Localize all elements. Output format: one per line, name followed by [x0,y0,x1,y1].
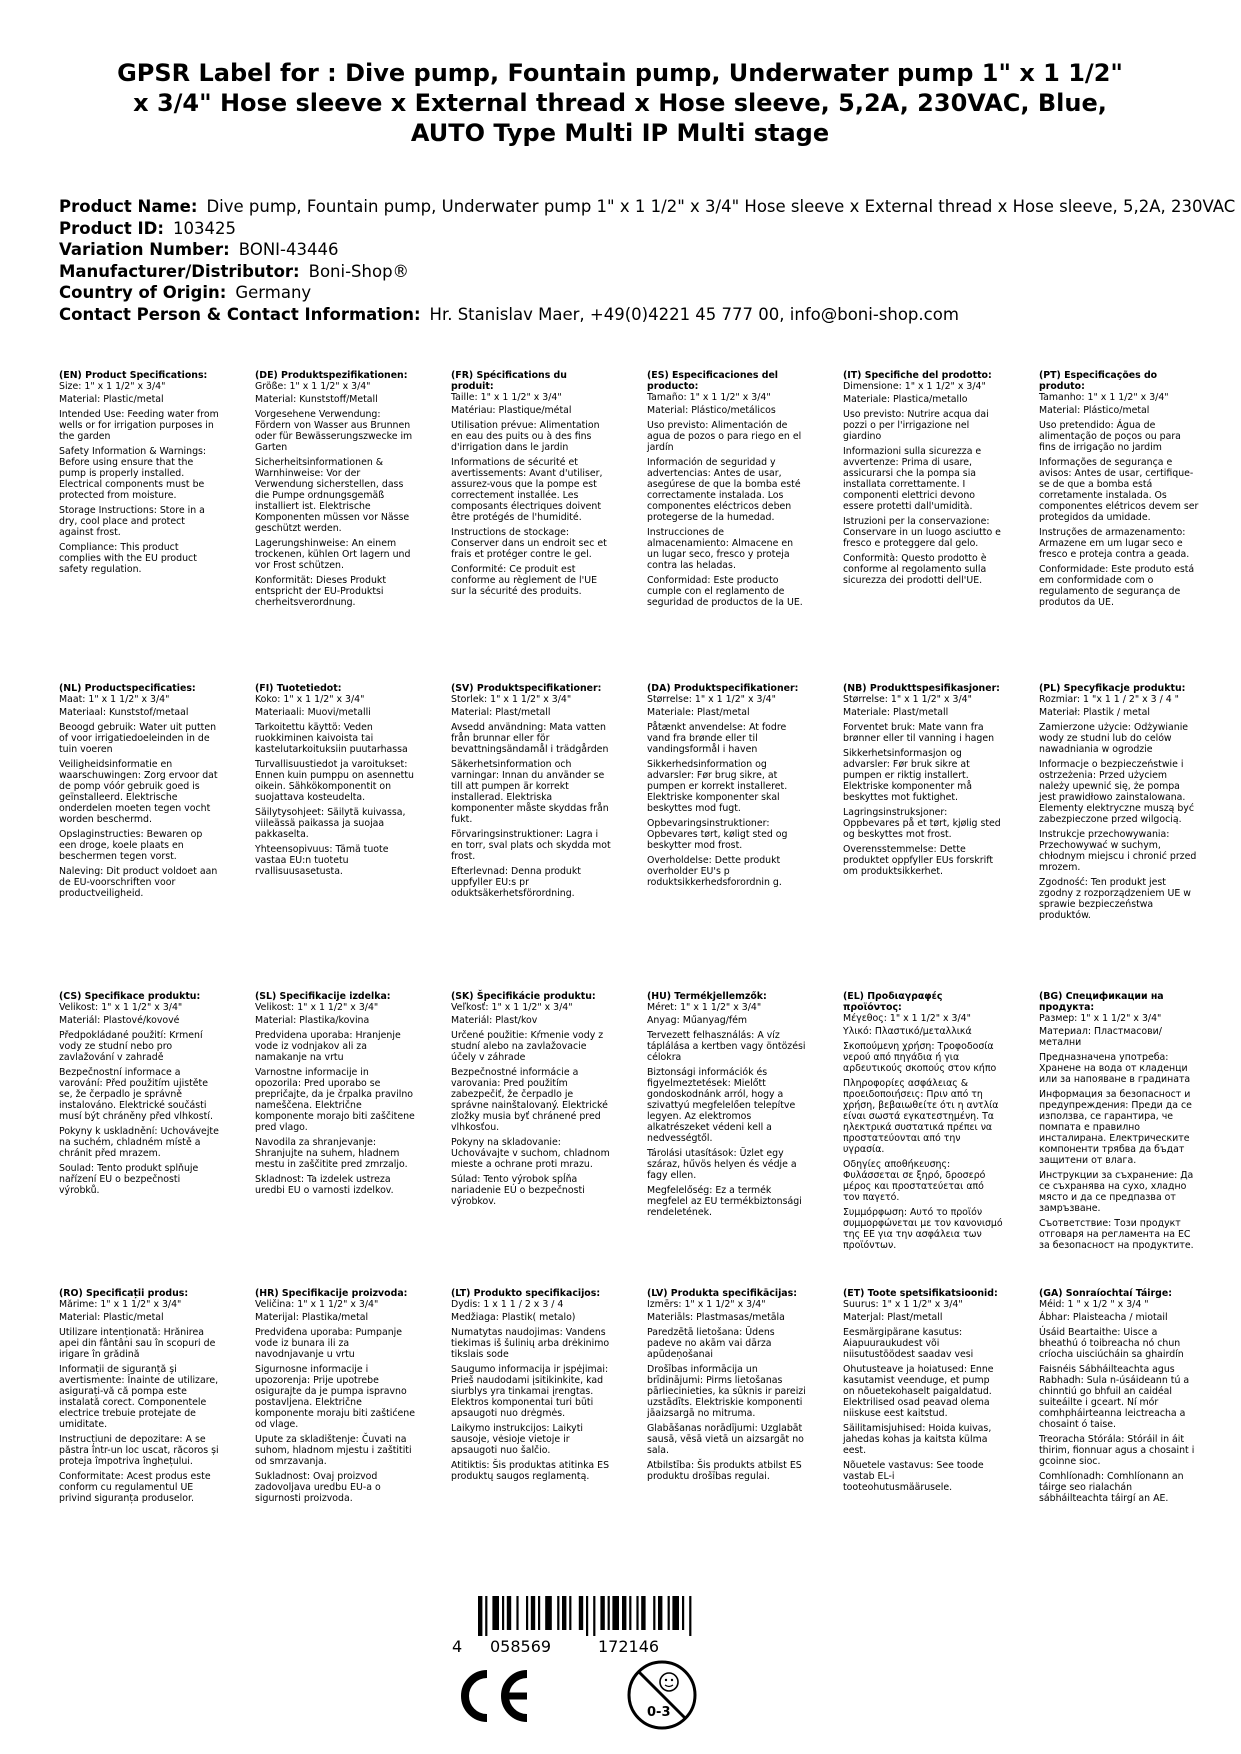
spec-block [255,991,415,1200]
spec-block [647,991,807,1222]
spec-line: Informacje o bezpieczeństwie i ostrzeżenia: Przed użyciem należy upewnić się, że pompa jest prawidłowo zainstalowana. Elementy elektryczne muszą być zabezpieczone przed wilgocią. [1039,759,1195,825]
spec-line: Tamanho: 1" x 1 1/2" x 3/4" [1039,392,1169,403]
spec-line: Tarkoitettu käyttö: Veden ruokkiminen kaivoista tai kastelutarkoituksiin puutarhassa [255,722,408,755]
barcode-bar [600,1596,604,1630]
spec-line: Skladnost: Ta izdelek ustreza uredbi EU o varnosti izdelkov. [255,1174,394,1196]
spec-block [255,683,415,881]
barcode-bar [526,1596,528,1630]
spec-line: Atitiktis: Šis produktas atitinka ES produktų saugos reglamentą. [451,1460,610,1482]
spec-line: Maat: 1" x 1 1/2" x 3/4" [59,694,170,705]
spec-line: Informazioni sulla sicurezza e avvertenze: Prima di usare, assicurarsi che la pompa sia installata correttamente. I componenti elettrici devono essere protetti dall'umidità. [843,446,982,512]
spec-line: Pokyny na skladovanie: Uchovávajte v suchom, chladnom mieste a ochrane proti mrazu. [451,1137,610,1170]
barcode-bar [636,1596,638,1630]
spec-line: Materiaali: Muovi/metalli [255,707,371,718]
barcode-bar [516,1596,518,1630]
spec-line: Materiale: Plast/metall [843,707,949,718]
barcode-bar [507,1596,511,1630]
spec-heading: (EL) Προδιαγραφές προϊόντος: [843,991,943,1013]
info-row [59,261,1241,283]
product-info [59,196,1241,325]
spec-heading: (SK) Špecifikácie produktu: [451,991,596,1002]
spec-heading: (LV) Produkta specifikācijas: [647,1288,797,1299]
spec-line: Koko: 1" x 1 1/2" x 3/4" [255,694,365,705]
spec-line: Drošības informācija un brīdinājumi: Pirms lietošanas pārliecinieties, ka sūknis ir pareizi uzstādīts. Elektriskie komponenti jāaizsargā no mitruma. [647,1364,806,1419]
spec-line: Instrukcje przechowywania: Przechowywać w suchym, chłodnym miejscu i chronić przed mrozem. [1039,829,1197,873]
spec-block [255,370,415,612]
spec-heading: (EN) Product Specifications: [59,370,208,381]
spec-line: Instructions de stockage: Conserver dans un endroit sec et frais et protéger contre le gel. [451,527,607,560]
spec-heading: (NB) Produkttspesifikasjoner: [843,683,1000,694]
info-row [59,196,1241,218]
spec-block [59,683,219,903]
spec-heading: (HU) Termékjellemzők: [647,991,767,1002]
spec-line: Instrucciones de almacenamiento: Almacene en un lugar seco, fresco y proteja contra las heladas. [647,527,794,571]
spec-line: Zamierzone użycie: Odżywianie wody ze studni lub do celów nawadniania w ogrodzie [1039,722,1189,755]
spec-line: Numatytas naudojimas: Vandens tiekimas iš šulinių arba drėkinimo tikslais sode [451,1327,610,1360]
spec-line: Инструкции за съхранение: Да се съхранява на сухо, хладно място и да се предпазва от замръзване. [1039,1170,1194,1214]
spec-line: Instrucțiuni de depozitare: A se păstra într-un loc uscat, răcoros și proteja împotriva înghețului. [59,1434,219,1467]
spec-line: Instruções de armazenamento: Armazene em um lugar seco e fresco e proteja contra a geada. [1039,527,1190,560]
spec-line: Съответствие: Този продукт отговаря на регламента на ЕС за безопасност на продуктите. [1039,1218,1194,1251]
spec-line: Paredzētā lietošana: Ūdens padeve no akām vai dārza apūdeņošanai [647,1327,775,1360]
spec-line: Материал: Пластмасови/метални [1039,1026,1162,1048]
spec-block [451,991,611,1211]
spec-heading: (DA) Produktspecifikationer: [647,683,799,694]
spec-heading: (PT) Especificações do produto: [1039,370,1158,392]
spec-line: Material: Plastic/metal [59,1312,164,1323]
spec-line: Tervezett felhasználás: A víz táplálása a kertben vagy öntözési célokra [647,1030,806,1063]
spec-line: Předpokládané použití: Krmení vody ze studní nebo pro zavlažování v zahradě [59,1030,203,1063]
info-value: Dive pump, Fountain pump, Underwater pump 1" x 1 1/2" x 3/4" Hose sleeve x External thread x Hose sleeve, 5,2A, 230VAC [206,197,1236,216]
spec-line: Säkerhetsinformation och varningar: Innan du använder se till att pumpen är korrekt installerad. Elektriska komponenter måste skyddas från fukt. [451,759,609,825]
spec-block [451,1288,611,1486]
spec-line: Glabāšanas norādījumi: Uzglabāt sausā, vēsā vietā un aizsargāt no sala. [647,1423,804,1456]
spec-heading: (NL) Productspecificaties: [59,683,196,694]
spec-line: Påtænkt anvendelse: At fodre vand fra brønde eller til vandingsformål i haven [647,722,787,755]
spec-heading: (IT) Specifiche del prodotto: [843,370,992,381]
spec-line: Materiál: Plastové/kovové [59,1015,180,1026]
spec-line: Material: Kunststoff/Metall [255,394,378,405]
info-label: Manufacturer/Distributor: [59,261,300,281]
spec-line: Sicherheitsinformationen & Warnhinweise: Vor der Verwendung sicherstellen, dass die Pumpe ordnungsgemäß installiert ist. Elektrische Komponenten müssen vor Nässe geschützt werden. [255,457,410,534]
spec-line: Информация за безопасност и предупреждения: Преди да се използва, се гарантира, че помпата е правилно инсталирана. Електрическите компоненти трябва да бъдат защитени от влага. [1039,1089,1192,1166]
spec-heading: (FR) Spécifications du produit: [451,370,567,392]
spec-line: Utilizare intenționată: Hrănirea apei din fântâni sau în scopuri de irigare în grădină [59,1327,216,1360]
spec-line: Overensstemmelse: Dette produktet oppfyller EUs forskrift om produktsikkerhet. [843,844,994,877]
spec-line: Material: Plastika/kovina [255,1015,370,1026]
spec-line: Veličina: 1" x 1 1/2" x 3/4" [255,1299,379,1310]
spec-line: Opbevaringsinstruktioner: Opbevares tørt, køligt sted og beskytter mod frost. [647,818,788,851]
spec-line: Informații de siguranță și avertismente: Înainte de utilizare, asigurați-vă că pompa este instalată corect. Componentele electrice trebuie protejate de umiditate. [59,1364,219,1430]
spec-line: Zgodność: Ten produkt jest zgodny z rozporządzeniem UE w sprawie bezpieczeństwa produktów. [1039,877,1191,921]
barcode-group-2: 172146 [598,1637,660,1656]
spec-line: Materiál: Plast/kov [451,1015,538,1026]
barcode-bar [608,1596,610,1630]
spec-line: Compliance: This product complies with the EU product safety regulation. [59,542,197,575]
barcode-bar [668,1596,670,1630]
spec-line: Veiligheidsinformatie en waarschuwingen: Zorg ervoor dat de pomp vóór gebruik goed is geïnstalleerd. Elektrische onderdelen moeten tegen vocht worden beschermd. [59,759,218,825]
spec-line: Conformitate: Acest produs este conform cu regulamentul UE privind siguranța produselor. [59,1471,211,1504]
spec-block [647,370,807,612]
spec-line: Méret: 1" x 1 1/2" x 3/4" [647,1002,762,1013]
spec-block [1039,1288,1199,1508]
info-row [59,282,1241,304]
spec-block [451,683,611,903]
spec-heading: (SV) Produktspecifikationer: [451,683,602,694]
spec-line: Størrelse: 1" x 1 1/2" x 3/4" [843,694,972,705]
spec-line: Materijal: Plastika/metal [255,1312,369,1323]
age-range-label: 0-3 [647,1705,671,1720]
spec-line: Biztonsági információk és figyelmeztetések: Mielőtt gondoskodnánk arról, hogy a szivattyú megfelelően telepítve legyen. Az elektromos alkatrészeket védeni kell a nedvességtől. [647,1067,796,1144]
spec-line: Izmērs: 1" x 1 1/2" x 3/4" [647,1299,766,1310]
spec-line: Uso pretendido: Água de alimentação de poços ou para fins de irrigação no jardim [1039,420,1181,453]
spec-line: Ohutusteave ja hoiatused: Enne kasutamist veenduge, et pump on nõuetekohaselt paigaldatud. Elektrilised osad peavad olema niiskuse eest kaitstud. [843,1364,994,1419]
spec-line: Conformidade: Este produto está em conformidade com o regulamento de segurança de produtos da UE. [1039,564,1195,608]
spec-block [843,370,1003,590]
spec-line: Safety Information & Warnings: Before using ensure that the pump is properly installed. Electrical components must be protected from moisture. [59,446,207,501]
spec-heading: (LT) Produkto specifikacijos: [451,1288,601,1299]
spec-line: Sikkerhedsinformation og advarsler: Før brug sikre, at pumpen er korrekt installeret. Elektriske komponenter skal beskyttes mod fugt. [647,759,788,814]
spec-block [59,991,219,1200]
spec-line: Taille: 1" x 1 1/2" x 3/4" [451,392,562,403]
spec-line: Tárolási utasítások: Üzlet egy száraz, hűvös helyen és védje a fagy ellen. [647,1148,797,1181]
info-row [59,218,1241,240]
spec-line: Opslaginstructies: Bewaren op een droge, koele plaats en beschermen tegen vorst. [59,829,203,862]
barcode-bar [569,1596,571,1630]
spec-line: Υλικό: Πλαστικό/μεταλλικά [843,1026,972,1037]
spec-line: Treoracha Stórála: Stóráil in áit thirim, fionnuar agus a chosaint i gcoinne sioc. [1039,1434,1195,1467]
spec-line: Naleving: Dit product voldoet aan de EU-voorschriften voor productveiligheid. [59,866,218,899]
barcode-bar [545,1596,552,1630]
barcode-group-1: 058569 [490,1637,552,1656]
spec-line: Storage Instructions: Store in a dry, cool place and protect against frost. [59,505,205,538]
spec-heading: (SL) Specifikacije izdelka: [255,991,391,1002]
spec-line: Conformità: Questo prodotto è conforme al regolamento sulla sicurezza dei prodotti dell'UE. [843,553,987,586]
spec-block [843,683,1003,881]
spec-line: Size: 1" x 1 1/2" x 3/4" [59,381,166,392]
info-value: Hr. Stanislav Maer, +49(0)4221 45 777 00, info@boni-shop.com [429,304,959,324]
spec-line: Konformität: Dieses Produkt entspricht der EU-Produktsi cherheitsverordnung. [255,575,387,608]
spec-line: Storlek: 1" x 1 1/2" x 3/4" [451,694,572,705]
spec-line: Informações de segurança e avisos: Antes de usar, certifique-se de que a bomba está corretamente instalada. Os componentes elétricos devem ser protegidos da umidade. [1039,457,1199,523]
spec-line: Bezpečnostné informácie a varovania: Pred použitím zabezpečiť, že čerpadlo je správne nainštalovaný. Elektrické zložky musia byť chránené pred vlhkosťou. [451,1067,608,1133]
spec-line: Matériau: Plastique/métal [451,405,572,416]
spec-line: Material: Plastic/metal [59,394,164,405]
spec-line: Saugumo informacija ir įspėjimai: Prieš naudodami įsitikinkite, kad siurblys yra tinkamai įrengtas. Elektros komponentai turi būti apsaugoti nuo drėgmės. [451,1364,609,1419]
spec-line: Materjal: Plast/metall [843,1312,943,1323]
barcode-bar [682,1596,684,1630]
spec-block [843,1288,1003,1497]
info-label: Variation Number: [59,240,230,259]
spec-line: Uso previsto: Nutrire acqua dai pozzi o per l'irrigazione nel giardino [843,409,989,442]
spec-block [1039,370,1199,612]
info-label: Contact Person & Contact Information: [59,304,421,324]
spec-line: Säilytysohjeet: Säilytä kuivassa, viileässä paikassa ja suojaa pakkaselta. [255,807,406,840]
spec-line: Varnostne informacije in opozorila: Pred uporabo se prepričajte, da je črpalka pravilno nameščena. Električne komponente morajo biti zaščitene pred vlago. [255,1067,415,1133]
spec-line: Suurus: 1" x 1 1/2" x 3/4" [843,1299,963,1310]
spec-line: Συμμόρφωση: Αυτό το προϊόν συμμορφώνεται με τον κανονισμό της ΕΕ για την ασφάλεια των προϊόντων. [843,1207,1003,1251]
spec-line: Lagerungshinweise: An einem trockenen, kühlen Ort lagern und vor Frost schützen. [255,538,411,571]
spec-line: Mărime: 1" x 1 1/2" x 3/4" [59,1299,182,1310]
info-label: Product ID: [59,218,164,238]
barcode-bar [629,1596,631,1630]
spec-line: Predvidena uporaba: Hranjenje vode iz vodnjakov ali za namakanje na vrtu [255,1030,401,1063]
spec-line: Forventet bruk: Mate vann fra brønner eller til vanning i hagen [843,722,995,744]
barcode-bar [593,1596,595,1636]
spec-line: Navodila za shranjevanje: Shranjujte na suhem, hladnem mestu in zaščitite pred zmrzaljo. [255,1137,408,1170]
spec-line: Faisnéis Sábháilteachta agus Rabhadh: Sula n-úsáideann tú a chinntiú go bhfuil an caidéal suiteáilte i gceart. Ní mór comhpháirteanna leictreacha a chosaint ó taise. [1039,1364,1190,1430]
spec-line: Размер: 1" x 1 1/2" x 3/4" [1039,1013,1162,1024]
info-value: 103425 [172,218,236,238]
spec-line: Bezpečnostní informace a varování: Před použitím ujistěte se, že čerpadlo je správně instalováno. Elektrické součásti musí být chráněny před vlhkostí. [59,1067,213,1122]
spec-line: Súlad: Tento výrobok spĺňa nariadenie EÚ o bezpečnosti výrobkov. [451,1174,585,1207]
spec-block [255,1288,415,1508]
spec-line: Μέγεθος: 1" x 1 1/2" x 3/4" [843,1013,971,1024]
spec-line: Οδηγίες αποθήκευσης: Φυλάσσεται σε ξηρό, δροσερό μέρος και προστατεύεται από τον παγετό. [843,1159,986,1203]
spec-line: Comhlíonadh: Comhlíonann an táirge seo rialachán sábháilteachta táirgí an AE. [1039,1471,1184,1504]
spec-heading: (BG) Спецификации на продукта: [1039,991,1164,1013]
spec-line: Vorgesehene Verwendung: Fördern von Wasser aus Brunnen oder für Bewässerungszwecke im Garten [255,409,413,453]
barcode-prefix: 4 [452,1637,463,1656]
barcode-bar [557,1596,559,1630]
spec-heading: (PL) Specyfikacje produktu: [1039,683,1186,694]
spec-block [1039,991,1199,1255]
spec-line: Sukladnost: Ovaj proizvod zadovoljava uredbu EU-a o sigurnosti proizvoda. [255,1471,381,1504]
barcode-bar [478,1596,482,1636]
spec-block [59,370,219,579]
spec-line: Materiale: Plast/metal [647,707,750,718]
barcode-bar [562,1596,566,1630]
spec-line: Efterlevnad: Denna produkt uppfyller EU:s pr oduktsäkerhetsförordning. [451,866,581,899]
spec-line: Upute za skladištenje: Čuvati na suhom, hladnom mjestu i zaštititi od smrzavanja. [255,1434,412,1467]
spec-line: Dydis: 1 x 1 1 / 2 x 3 / 4 [451,1299,564,1310]
spec-heading: (HR) Specifikacije proizvoda: [255,1288,408,1299]
spec-line: Conformidad: Este producto cumple con el reglamento de seguridad de productos de la UE. [647,575,803,608]
spec-block [1039,683,1199,925]
spec-line: Materiaal: Kunststof/metaal [59,707,189,718]
spec-line: Megfelelőség: Ez a termék megfelel az EU termékbiztonsági rendeletének. [647,1185,802,1218]
barcode-bar [622,1596,626,1630]
barcode-bar [538,1596,540,1630]
info-label: Product Name: [59,197,198,216]
spec-line: Säilitamisjuhised: Hoida kuivas, jahedas kohas ja kaitsta külma eest. [843,1423,992,1456]
barcode-bar [579,1596,583,1630]
spec-heading: (RO) Specificații produs: [59,1288,189,1299]
spec-line: Úsáid Beartaithe: Uisce a bheathú ó toibreacha nó chun críocha uisciúcháin sa ghairdín [1039,1327,1184,1360]
info-value: BONI-43446 [238,240,339,259]
spec-line: Sigurnosne informacije i upozorenja: Prije upotrebe osigurajte da je pumpa ispravno postavljena. Električne komponente moraju biti zaštićene od vlage. [255,1364,415,1430]
spec-line: Yhteensopivuus: Tämä tuote vastaa EU:n tuotetu rvallisuusasetusta. [255,844,389,877]
spec-line: Intended Use: Feeding water from wells or for irrigation purposes in the garden [59,409,219,442]
ce-mark-icon [453,1666,533,1726]
spec-line: Conformité: Ce produit est conforme au règlement de l'UE sur la sécurité des produits. [451,564,598,597]
spec-line: Tamaño: 1" x 1 1/2" x 3/4" [647,392,771,403]
spec-line: Nõuetele vastavus: See toode vastab EL-i tooteohutusmäärusele. [843,1460,984,1493]
spec-line: Určené použitie: Kŕmenie vody z studní alebo na zavlažovacie účely v záhrade [451,1030,604,1063]
barcode-bar [612,1596,619,1630]
spec-line: Avsedd användning: Mata vatten från brunnar eller för bevattningsändamål i trädgården [451,722,609,755]
barcode-bar [485,1596,487,1636]
spec-heading: (DE) Produktspezifikationen: [255,370,408,381]
spec-line: Material: Plástico/metal [1039,405,1150,416]
info-row [59,304,1241,326]
spec-line: Material: Plástico/metálicos [647,405,776,416]
spec-line: Atbilstība: Šis produkts atbilst ES produktu drošības regulai. [647,1460,802,1482]
spec-line: Pokyny k uskladnění: Uchovávejte na suchém, chladném místě a chránit před mrazem. [59,1126,219,1159]
spec-line: Ábhar: Plaisteacha / miotail [1039,1312,1168,1323]
spec-line: Dimensione: 1" x 1 1/2" x 3/4" [843,381,986,392]
spec-line: Anyag: Műanyag/fém [647,1015,748,1026]
spec-line: Sikkerhetsinformasjon og advarsler: Før bruk sikre at pumpen er riktig installert. Elektriske komponenter må beskyttes mot fuktighet. [843,748,973,803]
spec-line: Turvallisuustiedot ja varoitukset: Ennen kuin pumppu on asennettu oikein. Sähkökomponentit on suojattava kosteudelta. [255,759,414,803]
spec-line: Informations de sécurité et avertissements: Avant d'utiliser, assurez-vous que la pompe est correctement installée. Les composants électriques doivent être protégés de l'humidité. [451,457,603,523]
barcode [478,1596,708,1636]
spec-heading: (GA) Sonraíochtaí Táirge: [1039,1288,1172,1299]
barcode-bar [586,1596,588,1636]
spec-line: Materiale: Plastica/metallo [843,394,968,405]
spec-line: Overholdelse: Dette produkt overholder EU's p roduktsikkerhedsforordnin g. [647,855,782,888]
barcode-bar [641,1596,645,1630]
spec-line: Información de seguridad y advertencias: Antes de usar, asegúrese de que la bomba esté correctamente instalada. Los componentes eléctricos deben protegerse de la humedad. [647,457,801,523]
spec-block [843,991,1003,1255]
spec-line: Utilisation prévue: Alimentation en eau des puits ou à des fins d'irrigation dans le jardin [451,420,600,453]
spec-block [451,370,611,601]
spec-line: Πληροφορίες ασφάλειας & προειδοποιήσεις: Πριν από τη χρήση, βεβαιωθείτε ότι η αντλία είναι σωστά εγκατεστημένη. Τα ηλεκτρικά συστατικά πρέπει να προστατεύονται από την υγρασία. [843,1078,999,1155]
spec-line: Medžiaga: Plastik( metalo) [451,1312,576,1323]
spec-line: Beoogd gebruik: Water uit putten of voor irrigatiedoeleinden in de tuin voeren [59,722,217,755]
spec-heading: (FI) Tuotetiedot: [255,683,342,694]
page-title: GPSR Label for : Dive pump, Fountain pump, Underwater pump 1" x 1 1/2" x 3/4" Hose sleeve x External thread x Hose sleeve, 5,2A, 230VAC, Blue, AUTO Type Multi IP Multi stage [117,59,1123,147]
spec-line: Istruzioni per la conservazione: Conservare in un luogo asciutto e fresco e proteggere dal gelo. [843,516,1001,549]
barcode-bar [492,1596,499,1630]
spec-line: Predviđena uporaba: Pumpanje vode iz bunara ili za navodnjavanje u vrtu [255,1327,403,1360]
spec-line: Materiał: Plastik / metal [1039,707,1150,718]
spec-block [59,1288,219,1508]
spec-line: Förvaringsinstruktioner: Lagra i en torr, sval plats och skydda mot frost. [451,829,611,862]
barcode-bar [653,1596,655,1630]
spec-heading: (ES) Especificaciones del producto: [647,370,779,392]
spec-line: Material: Plast/metall [451,707,551,718]
spec-line: Предназначена употреба: Хранене на вода от кладенци или за напояване в градината [1039,1052,1191,1085]
spec-line: Velikost: 1" x 1 1/2" x 3/4" [59,1002,183,1013]
info-row [59,239,1241,261]
info-value: Boni-Shop® [308,261,410,281]
not-for-children-0-3-icon [625,1658,699,1732]
spec-line: Størrelse: 1" x 1 1/2" x 3/4" [647,694,776,705]
barcode-bar [531,1596,535,1630]
spec-line: Veľkosť: 1" x 1 1/2" x 3/4" [451,1002,573,1013]
spec-line: Velikost: 1" x 1 1/2" x 3/4" [255,1002,379,1013]
barcode-bar [502,1596,504,1630]
barcode-bar [689,1596,691,1636]
info-value: Germany [235,283,312,302]
info-label: Country of Origin: [59,283,227,302]
spec-block [647,683,807,892]
spec-line: Σκοπούμενη χρήση: Τροφοδοσία νερού από πηγάδια ή για αρδευτικούς σκοπούς στον κήπο [843,1041,997,1074]
spec-line: Rozmiar: 1 "x 1 1 / 2" x 3 / 4 " [1039,694,1179,705]
spec-line: Méid: 1 " x 1/2 " x 3/4 " [1039,1299,1149,1310]
spec-line: Soulad: Tento produkt splňuje nařízení EU o bezpečnosti výrobků. [59,1163,199,1196]
barcode-bar [658,1596,662,1630]
spec-line: Laikymo instrukcijos: Laikyti sausoje, vėsioje vietoje ir apsaugoti nuo šalčio. [451,1423,584,1456]
spec-heading: (CS) Specifikace produktu: [59,991,201,1002]
spec-line: Eesmärgipärane kasutus: Aiapuuraukudest või niisutustöödest saadav vesi [843,1327,974,1360]
spec-line: Uso previsto: Alimentación de agua de pozos o para riego en el jardín [647,420,802,453]
spec-heading: (ET) Toote spetsifikatsioonid: [843,1288,998,1299]
barcode-bar [672,1596,679,1630]
spec-line: Größe: 1" x 1 1/2" x 3/4" [255,381,371,392]
spec-line: Materiāls: Plastmasas/metāla [647,1312,785,1323]
spec-line: Lagringsinstruksjoner: Oppbevares på et tørt, kjølig sted og beskyttes mot frost. [843,807,1001,840]
spec-block [647,1288,807,1486]
